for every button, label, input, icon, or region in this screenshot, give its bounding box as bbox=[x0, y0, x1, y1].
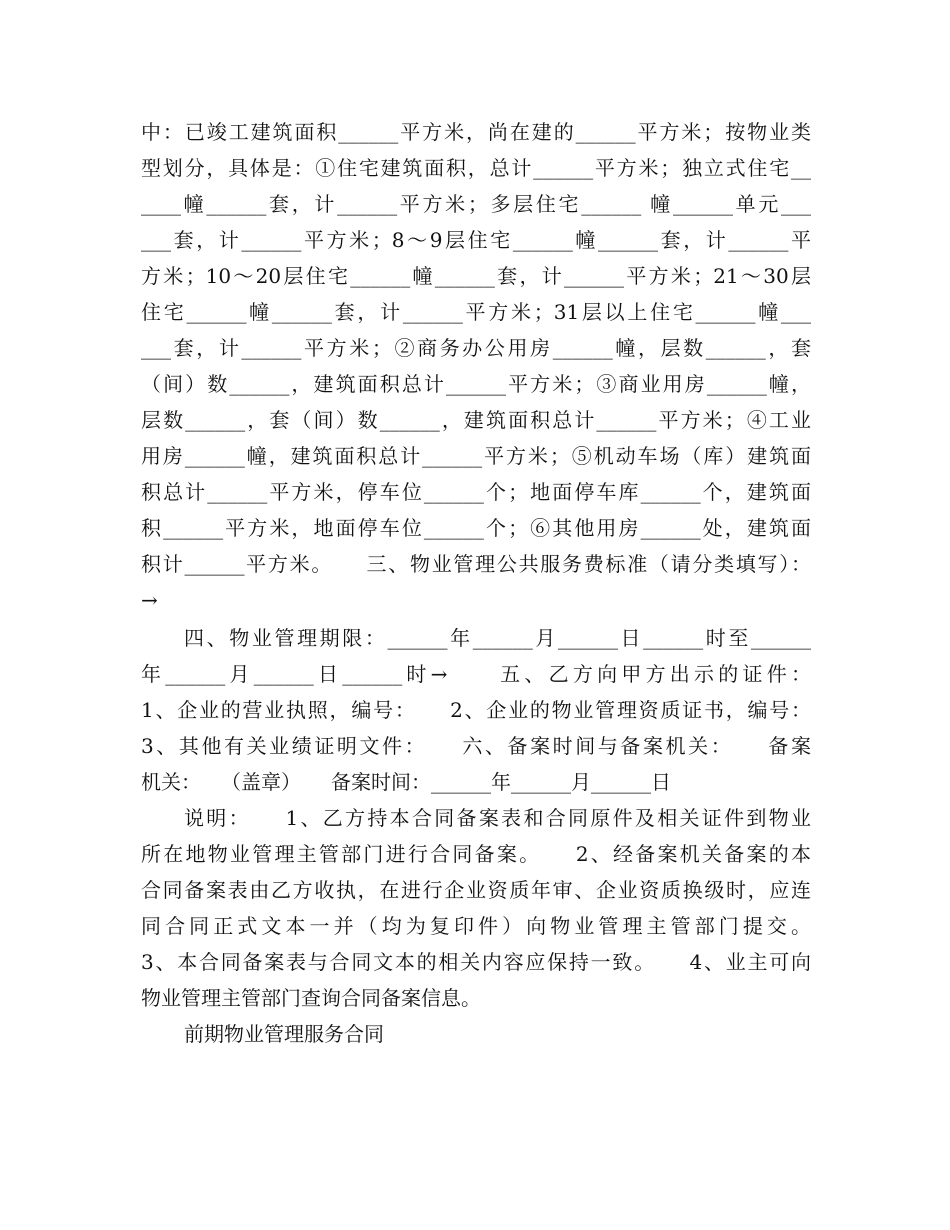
text-line: 四、物业管理期限：______年______月______日______时至______ bbox=[184, 626, 811, 650]
arrow-line: → bbox=[141, 588, 158, 612]
heading-line: 前期物业管理服务合同 bbox=[184, 1022, 384, 1046]
text-line: ____幢______套，计______平方米；多层住宅______ 幢______单元___ bbox=[141, 192, 811, 216]
text-line: 层数______，套（间）数______，建筑面积总计______平方米；④工业 bbox=[141, 408, 811, 432]
text-line: ___套，计______平方米；8～9层住宅______幢______套，计______平 bbox=[141, 228, 811, 252]
text-line: 中：已竣工建筑面积______平方米，尚在建的______平方米；按物业类 bbox=[141, 120, 811, 144]
text-line: （间）数______，建筑面积总计______平方米；③商业用房______幢， bbox=[141, 372, 811, 396]
text-line: 3、本合同备案表与合同文本的相关内容应保持一致。 4、业主可向 bbox=[141, 950, 811, 974]
text-line: ___套，计______平方米；②商务办公用房______幢，层数______，套 bbox=[141, 336, 811, 360]
text-line: 机关： （盖章） 备案时间：______年______月______日 bbox=[141, 770, 671, 794]
text-line: 所在地物业管理主管部门进行合同备案。 2、经备案机关备案的本 bbox=[141, 842, 811, 866]
text-line: 型划分，具体是：①住宅建筑面积，总计______平方米；独立式住宅__ bbox=[141, 156, 811, 180]
text-line: 积计______平方米。 三、物业管理公共服务费标准（请分类填写）： bbox=[141, 552, 811, 576]
text-line: 住宅______幢______套，计______平方米；31层以上住宅______幢___ bbox=[141, 300, 811, 324]
text-line: 说明： 1、乙方持本合同备案表和合同原件及相关证件到物业 bbox=[184, 806, 811, 830]
text-line: 年______月______日______时→ 五、乙方向甲方出示的证件： bbox=[141, 662, 811, 686]
text-line: 物业管理主管部门查询合同备案信息。 bbox=[141, 986, 481, 1010]
text-line: 用房______幢，建筑面积总计______平方米；⑤机动车场（库）建筑面 bbox=[141, 444, 811, 468]
text-line: 积总计______平方米，停车位______个；地面停车库______个，建筑面 bbox=[141, 480, 811, 504]
text-line: 积______平方米，地面停车位______个；⑥其他用房______处，建筑面 bbox=[141, 516, 811, 540]
text-line: 1、企业的营业执照，编号： 2、企业的物业管理资质证书，编号： bbox=[141, 698, 811, 722]
text-line: 3、其他有关业绩证明文件： 六、备案时间与备案机关： 备案 bbox=[141, 734, 811, 758]
text-line: 合同备案表由乙方收执，在进行企业资质年审、企业资质换级时，应连 bbox=[141, 878, 811, 902]
text-line: 方米；10～20层住宅______幢______套，计______平方米；21～30层 bbox=[141, 264, 811, 288]
text-line: 同合同正式文本一并（均为复印件）向物业管理主管部门提交。 bbox=[141, 914, 811, 938]
